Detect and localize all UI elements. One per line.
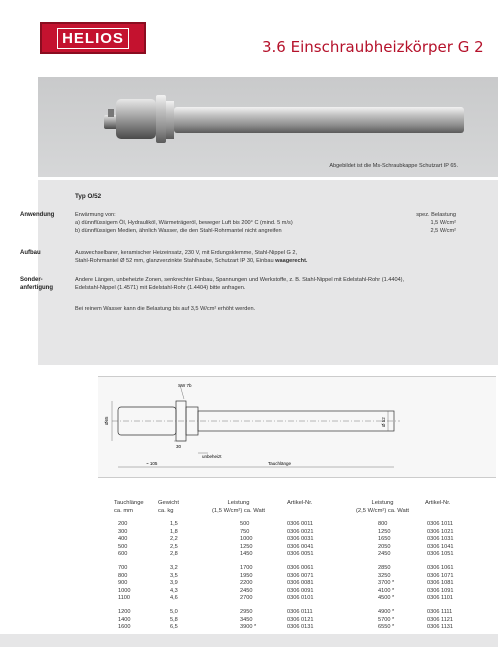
sonder-text: Andere Längen, unbeheizte Zonen, senkrechter Einbau, Spannungen und Werkstoffe, z. B. Stahl-Nippel mit Edelstahl-Rohr (1.4404), Edelstahl-Nippel (1.4571) mit Edelstahl-Rohr (1.4404) bitte anfragen. <box>75 277 405 292</box>
table-cell: 0306 0031 <box>287 536 314 543</box>
sonder-label <box>20 276 53 292</box>
table-cell: 1200 <box>118 609 131 615</box>
table-cell: 1700 <box>240 565 253 571</box>
aufbau-bold: waagerecht. <box>275 258 308 265</box>
table-cell: 5,0 <box>170 609 178 615</box>
table-cell: 2,8 <box>170 551 178 558</box>
table-cell: 1000 <box>240 536 253 543</box>
aufbau-label: Aufbau <box>20 250 41 256</box>
table-cell: 2050 <box>378 543 391 550</box>
dimension-drawing <box>98 376 496 478</box>
anwendung-line: b) dünnflüssigen Medien, ähnlich Wasser, die den Stahl-Rohrmantel nicht angreifen <box>75 228 282 235</box>
footer-strip <box>0 634 498 647</box>
table-cell: 600 <box>118 551 128 558</box>
table-cell: 5700 * <box>378 616 395 623</box>
belastung-line: 1,5 W/cm² <box>430 220 456 227</box>
table-cell: 0306 0011 <box>287 521 314 527</box>
head-line: Artikel-Nr. <box>425 500 451 506</box>
table-cell: 2850 <box>378 565 391 571</box>
table-cell: 3250 <box>378 572 391 579</box>
col-head-leistung2 <box>356 500 409 515</box>
table-cell: 3,2 <box>170 565 178 571</box>
col-head-artikel2 <box>425 500 450 508</box>
type-label: Typ O/52 <box>75 193 102 200</box>
table-cell: 3,9 <box>170 580 178 587</box>
anwendung-text <box>75 211 425 236</box>
col-head-artikel1 <box>287 500 312 508</box>
table-cell: 1600 <box>118 624 131 631</box>
d65-label: Ø65 <box>104 416 109 425</box>
table-cell: 1100 <box>118 595 131 602</box>
sonder-label-2: anfertigung <box>20 285 53 291</box>
table-cell: 0306 0021 <box>287 528 314 535</box>
table-cell: 1650 <box>378 536 391 543</box>
helios-logo <box>40 22 146 54</box>
dim105-label: ~ 105 <box>146 461 158 466</box>
photo-caption: Abgebildet ist die Ms-Schraubkappe Schutzart IP 65. <box>329 163 458 169</box>
head-line: Artikel-Nr. <box>287 500 313 506</box>
table-cell: 1400 <box>118 616 131 623</box>
tauchlaenge-label: Tauchlänge <box>268 461 292 466</box>
table-cell: 0306 0041 <box>287 543 314 550</box>
table-cell: 2700 <box>240 595 253 602</box>
table-cell: 0306 1051 <box>427 551 454 558</box>
sw-label: SW 7b <box>178 383 192 388</box>
anwendung-line: a) dünnflüssigem Öl, Hydrauliköl, Wärmeträgeröl, beweger Luft bis 200° C (mind. 5 m/s) <box>75 220 293 227</box>
table-cell: 6,5 <box>170 624 178 631</box>
table-cell: 0306 1121 <box>427 616 454 623</box>
table-cell: 5,8 <box>170 616 178 623</box>
table-cell: 800 <box>378 521 388 527</box>
table-cell: 0306 0131 <box>287 624 314 631</box>
table-cell: 0306 1041 <box>427 543 454 550</box>
table-cell: 0306 1091 <box>427 587 454 594</box>
table-cell: 0306 1101 <box>427 595 454 602</box>
aufbau-line2 <box>75 257 425 265</box>
technical-drawing <box>98 377 496 477</box>
spec-panel <box>38 180 498 365</box>
anwendung-line: Erwärmung von: <box>75 212 116 218</box>
table-cell: 800 <box>118 572 128 579</box>
col-head-gewicht <box>158 500 179 515</box>
table-cell: 2450 <box>240 587 253 594</box>
table-cell: 3450 <box>240 616 253 623</box>
table-cell: 400 <box>118 536 128 543</box>
table-cell: 0306 1131 <box>427 624 454 631</box>
table-cell: 1,8 <box>170 528 178 535</box>
head-line: Leistung <box>371 500 394 506</box>
product-photo-panel <box>38 77 498 177</box>
aufbau-line2-text: Stahl-Rohrmantel Ø 52 mm, glanzverzinkte Stahlhaube, Schutzart IP 30, Einbau <box>75 258 274 265</box>
table-cell: 4,3 <box>170 587 178 594</box>
head-line: (2,5 W/cm²) ca. Watt <box>356 507 409 514</box>
aufbau-text <box>75 249 425 265</box>
table-cell: 0306 1031 <box>427 536 454 543</box>
table-cell: 2450 <box>378 551 391 558</box>
table-cell: 700 <box>118 565 128 571</box>
table-cell: 3900 * <box>240 624 257 631</box>
table-cell: 1950 <box>240 572 253 579</box>
table-cell: 300 <box>118 528 128 535</box>
table-cell: 750 <box>240 528 250 535</box>
table-cell: 1250 <box>378 528 391 535</box>
table-cell: 0306 0051 <box>287 551 314 558</box>
table-cell: 0306 1111 <box>427 609 453 615</box>
table-cell: 2,2 <box>170 536 178 543</box>
table-cell: 0306 0121 <box>287 616 314 623</box>
table-cell: 0306 0111 <box>287 609 313 615</box>
page-title: 3.6 Einschraubheizkörper G 2 <box>262 38 484 56</box>
anwendung-label: Anwendung <box>20 212 55 218</box>
table-cell: 3,5 <box>170 572 178 579</box>
table-cell: 0306 1061 <box>427 565 454 571</box>
head-line: Gewicht <box>158 500 179 506</box>
table-cell: 1250 <box>240 543 253 550</box>
col-head-leistung1 <box>212 500 265 515</box>
head-line: ca. kg <box>158 507 174 514</box>
table-cell: 6550 * <box>378 624 395 631</box>
aufbau-line: Auswechselbarer, keramischer Heizeinsatz, 230 V, mit Erdungsklemme, Stahl-Nippel G 2, <box>75 250 298 256</box>
table-cell: 0306 0101 <box>287 595 314 602</box>
belastung-line: 2,5 W/cm² <box>430 228 456 235</box>
table-cell: 1,5 <box>170 521 178 527</box>
wasser-note: Bei reinem Wasser kann die Belastung bis auf 3,5 W/cm² erhöht werden. <box>75 306 256 312</box>
logo-text: HELIOS <box>57 28 129 49</box>
belastung-line: spez. Belastung <box>416 212 456 218</box>
heater-photo <box>38 77 498 177</box>
table-cell: 500 <box>118 543 128 550</box>
table-cell: 0306 1071 <box>427 572 454 579</box>
table-cell: 1450 <box>240 551 253 558</box>
head-line: ca. mm <box>114 507 134 514</box>
belastung-values <box>416 211 456 236</box>
table-cell: 0306 0061 <box>287 565 314 571</box>
table-cell: 0306 0071 <box>287 572 314 579</box>
table-cell: 4,6 <box>170 595 178 602</box>
table-cell: 4900 * <box>378 609 395 615</box>
dim30-label: 30 <box>176 444 182 449</box>
table-cell: 900 <box>118 580 128 587</box>
d52-label: Ø 52 <box>381 417 386 427</box>
col-head-tauch <box>114 500 144 515</box>
unbeheizt-label: unbeheizt <box>202 454 222 459</box>
table-cell: 2200 <box>240 580 253 587</box>
table-cell: 0306 1021 <box>427 528 454 535</box>
table-cell: 200 <box>118 521 128 527</box>
table-cell: 500 <box>240 521 250 527</box>
table-cell: 2950 <box>240 609 253 615</box>
table-cell: 4100 * <box>378 587 395 594</box>
head-line: Leistung <box>227 500 250 506</box>
table-cell: 0306 1081 <box>427 580 454 587</box>
table-cell: 0306 0091 <box>287 587 314 594</box>
head-line: (1,5 W/cm²) ca. Watt <box>212 507 265 514</box>
table-cell: 1000 <box>118 587 131 594</box>
head-line: Tauchlänge <box>114 500 144 506</box>
table-cell: 4500 * <box>378 595 395 602</box>
table-cell: 0306 1011 <box>427 521 454 527</box>
table-cell: 0306 0081 <box>287 580 314 587</box>
sonder-label-1: Sonder- <box>20 277 43 283</box>
table-cell: 3700 * <box>378 580 395 587</box>
table-cell: 2,5 <box>170 543 178 550</box>
